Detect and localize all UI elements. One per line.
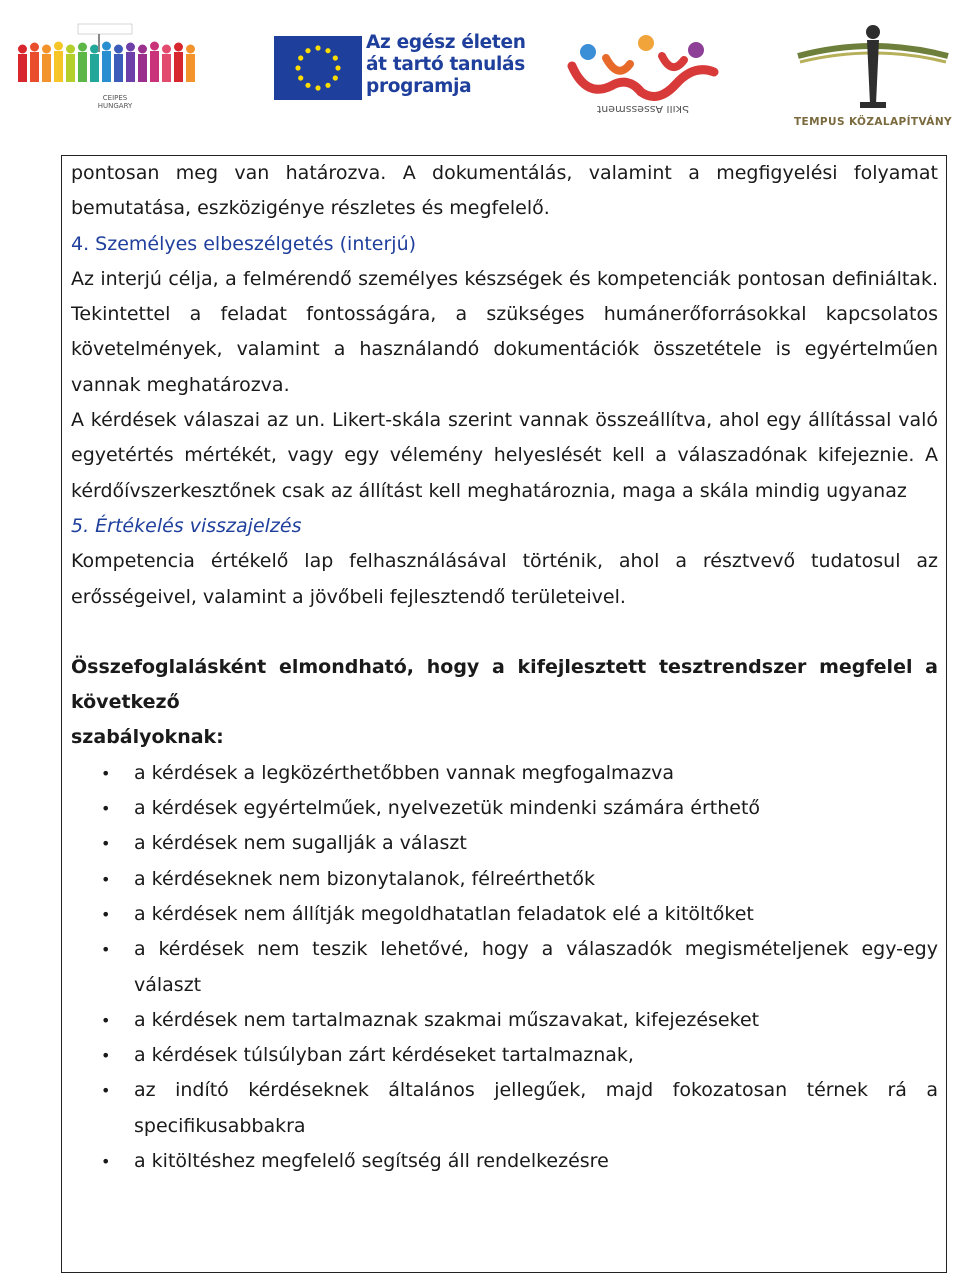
list-item-text: a kérdéseknek nem bizonytalanok, félreérthetők — [134, 867, 596, 890]
list-item-text: a kérdések nem sugallják a választ — [134, 832, 467, 855]
list-item-text: a kérdések egyértelműek, nyelvezetük mindenki számára érthető — [134, 797, 761, 820]
summary-heading-line1: Összefoglalásként elmondható, hogy a kifejlesztett tesztrendszer megfelel a következő — [71, 655, 938, 714]
paragraph-observation: pontosan meg van határozva. A dokumentálás, valamint a megfigyelési folyamat bemutatása, eszközigénye részletes és megfelelő. — [71, 162, 938, 220]
page-header — [0, 0, 960, 140]
list-item-text: a kitöltéshez megfelelő segítség áll rendelkezésre — [134, 1150, 609, 1173]
paragraph-likert: A kérdések válaszai az un. Likert-skála szerint vannak összeállítva, ahol egy állítással való egyetértés mértékét, vagy egy vélemény helyeslését kell a válaszadónak kifejeznie. A kérdőívszerkesztőnek csak az állítást kell meghatároznia, maga a skála mindig ugyanaz — [71, 409, 938, 502]
eu-logo-line2: át tartó tanulás — [366, 54, 525, 75]
skill-assessment-logo — [566, 28, 721, 113]
heading-interview: 4. Személyes elbeszélgetés (interjú) — [71, 232, 417, 255]
bullet-icon: • — [101, 1152, 111, 1172]
bullet-icon: • — [101, 1046, 111, 1066]
eu-logo-line1: Az egész életen — [366, 32, 526, 53]
ceipes-logo — [12, 18, 197, 108]
eu-logo-text — [366, 32, 526, 98]
bullet-icon: • — [101, 904, 111, 924]
heading-evaluation — [71, 509, 938, 544]
bullet-icon: • — [101, 1010, 111, 1030]
paragraph-evaluation: Kompetencia értékelő lap felhasználásával történik, ahol a résztvevő tudatosul az erősségeivel, valamint a jövőbeli fejlesztendő területeivel. — [71, 550, 938, 608]
tempus-logo — [788, 22, 958, 132]
list-item — [71, 1038, 938, 1073]
document-body — [71, 156, 938, 1179]
rules-list — [71, 756, 938, 1180]
bullet-icon: • — [101, 1081, 111, 1101]
bullet-icon: • — [101, 869, 111, 889]
list-item — [71, 1073, 938, 1144]
bullet-icon: • — [101, 940, 111, 960]
list-item-text: az indító kérdéseknek általános jellegűek, majd fokozatosan térnek rá a specifikusabbakra — [134, 1079, 938, 1137]
list-item-text: a kérdések nem állítják megoldhatatlan feladatok elé a kitöltőket — [134, 902, 754, 925]
tempus-scales-icon — [788, 22, 958, 114]
list-item-text: a kérdések túlsúlyban zárt kérdéseket tartalmaznak, — [134, 1044, 634, 1067]
heading-evaluation-text: 5. Értékelés visszajelzés — [71, 514, 302, 537]
eu-logo-line3: programja — [366, 76, 472, 97]
bullet-icon: • — [101, 834, 111, 854]
list-item — [71, 862, 938, 897]
ceipes-logo-caption — [90, 94, 140, 110]
skill-logo-text: Skill Assessment — [596, 103, 690, 113]
list-item-text: a kérdések nem teszik lehetővé, hogy a válaszadók megismételjenek egy-egy választ — [134, 938, 938, 996]
bullet-icon: • — [101, 799, 111, 819]
list-item — [71, 897, 938, 932]
summary-heading-line2: szabályoknak: — [71, 726, 224, 749]
tempus-logo-text: TEMPUS KÖZALAPÍTVÁNY — [793, 116, 953, 128]
list-item-text: a kérdések a legközérthetőbben vannak megfogalmazva — [134, 761, 675, 784]
list-item — [71, 1144, 938, 1179]
list-item-text: a kérdések nem tartalmaznak szakmai műszavakat, kifejezéseket — [134, 1008, 760, 1031]
skill-assessment-icon — [566, 28, 721, 113]
list-item — [71, 791, 938, 826]
list-item — [71, 1003, 938, 1038]
paragraph-gap — [71, 615, 938, 650]
list-item — [71, 826, 938, 861]
eu-flag-icon — [274, 36, 362, 100]
list-item — [71, 932, 938, 1003]
ceipes-logo-line2: HUNGARY — [97, 102, 133, 110]
bullet-icon: • — [101, 763, 111, 783]
paragraph-interview: Az interjú célja, a felmérendő személyes készségek és kompetenciák pontosan definiáltak. Tekintettel a feladat fontosságára, a szükséges humánerőforrásokkal kapcsolatos követelmények, valamint a használandó dokumentációk összetétele is egyértelműen vannak meghatározva. — [71, 267, 938, 396]
list-item — [71, 756, 938, 791]
ceipes-logo-line1: CEIPES — [102, 94, 128, 102]
eu-lifelong-learning-logo — [274, 30, 526, 108]
